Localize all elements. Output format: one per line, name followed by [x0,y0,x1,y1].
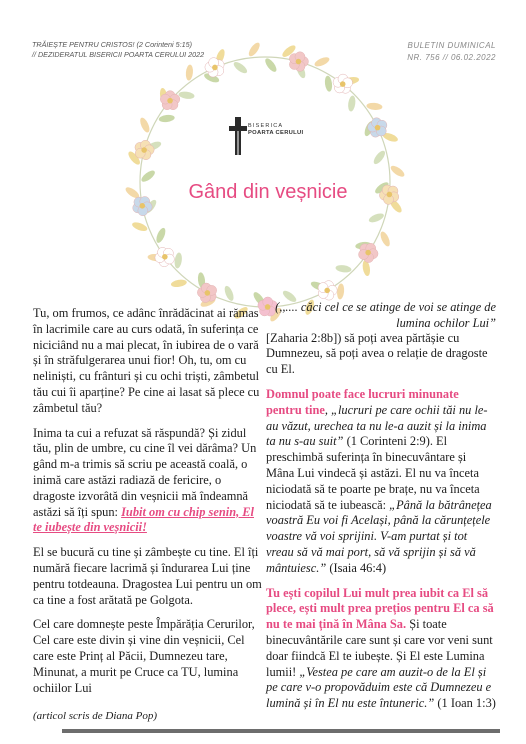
leaf-decoration [185,64,193,81]
page-title: Gând din veșnicie [188,181,348,203]
church-logo [229,117,309,157]
quote-continuation: (,,.... căci cel ce se atinge de voi se atinge de lumina ochilor Lui” [275,300,496,330]
flower-decoration [359,243,378,262]
paragraph-text: Și toate binecuvântările care sunt și care vor veni sunt doar fiindcă El te iubește. Și El este Lumina lumii! [266,617,493,679]
leaf-decoration [174,252,183,269]
leaf-decoration [223,285,236,302]
paragraph [266,387,496,577]
paragraph: [Zaharia 2:8b]) să poți avea părtășie cu Dumnezeu, să poți avea o relație de dragoste cu El. [266,330,488,377]
highlight-text: Domnul poate face lucruri minunate pentru tine [266,386,459,417]
flower-decoration [333,74,352,93]
paragraph [266,586,496,712]
motto: TRĂIEȘTE PENTRU CRISTOS! (2 Corinteni 5:15) [32,40,193,49]
paragraph-text: Inima ta cui a refuzat să răspundă? Și zidul tău, plin de umbre, cu cine îl vei dărâma? Un gând m-a trimis să scriu pe această coală, o inimă care astăzi radiază de fericire, o dragoste izvorâtă din veșnicii mă îndeamnă astăzi să îți spun: [33,425,257,519]
reference-text: (Isaia 46:4) [326,560,387,575]
quote-text: „Vestea pe care am auzit-o de la El și pe care v-o propovăduim este că Dumnezeu e lumină și în El nu este întuneric.” [266,664,492,711]
flower-decoration [135,140,154,159]
flower-decoration [368,118,387,137]
leaf-decoration [389,164,406,179]
leaf-decoration [313,55,330,68]
paragraph: El se bucură cu tine și zâmbește cu tine. El îți numără fiecare lacrimă și îndurarea Lui ține pentru totdeauna. Dragostea Lui pentru un om ca tine a fost arătată pe Golgota. [33,545,262,607]
paragraph: Tu, om frumos, ce adânc înrădăcinat ai rămas în lacrimile care au curs odată, în suferința ce niciciând nu a mai plecat, în iubirea de o vară și în străfulgerarea unui fior! Oh, tu, om cu neliniști, cu frânturi și cu ochi triști, zâmbetul tău cui îi aparține? Pe cine ai lasat să plece cu zâmbetul tău? [33,306,260,415]
leaf-decoration [247,41,262,58]
reference-text: (1 Corinteni 2:9). El preschimbă suferința în binecuvântare și Mâna Lui vindecă și astăzi. El nu va înceta niciodată să te poarte pe brațe, nu va înceta niciodată să te iubească: [266,434,480,512]
flower-decoration [289,52,308,72]
quote-text: , „lucruri pe care ochii tăi nu le-au văzut, urechea ta nu le-a auzit și la inima ta nu s-au suit” [266,402,488,449]
left-column [33,306,265,705]
paragraph [33,426,265,537]
leaf-decoration [335,264,352,273]
cross-icon [229,117,247,155]
highlight-text: Tu ești copilul Lui mult prea iubit ca El să plece, ești mult prea prețios pentru El ca să nu te mai țină în Mâna Sa. [266,585,494,632]
leaf-decoration [336,283,344,300]
leaf-decoration [263,57,278,74]
leaf-decoration [138,116,151,133]
bulletin-number-date: NR. 756 // 06.02.2022 [407,53,496,62]
paragraph: Cel care domnește peste Împărăția Cerurilor, Cel care este divin și vine din veșnicii, Cel care este Prinț al Păcii, Dumnezeu tare, Minunat, a murit pe Cruce ca TU, lumina ochiilor Lui [33,617,255,695]
leaf-decoration [158,114,175,123]
leaf-decoration [178,91,195,100]
footer-bar [62,729,500,733]
leaf-decoration [131,221,148,233]
right-column [266,300,496,721]
leaf-decoration [324,75,333,92]
logo-line1: BISERICA [248,123,284,129]
leaf-decoration [170,279,187,289]
logo-line2: POARTA CERULUI [248,130,304,136]
flower-decoration [318,281,337,301]
highlight-text: Iubit om cu chip senin, El te iubește din veșnicii! [33,504,254,535]
leaf-decoration [155,227,168,244]
article-credit: (articol scris de Diana Pop) [33,710,158,722]
motto-source: // DEZIDERATUL BISERICII POARTA CERULUI 2022 [32,50,205,59]
flower-decoration [155,247,174,266]
leaf-decoration [232,60,249,75]
quote-text: „Până la bătrânețea voastră Eu voi fi Același, până la cărunțețele voastre vă voi sprijini. V-am purtat și tot vreau să vă mai port, să vă sprijin și să vă mântuiesc.” [266,497,492,575]
leaf-decoration [368,212,385,225]
bulletin-name: BULETIN DUMINICAL [407,41,496,50]
leaf-decoration [372,149,387,166]
reference-text: (1 Ioan 1:3) [434,696,496,711]
leaf-decoration [347,95,356,112]
leaf-decoration [379,230,392,247]
leaf-decoration [366,102,383,110]
logo-wordmark [248,123,303,137]
